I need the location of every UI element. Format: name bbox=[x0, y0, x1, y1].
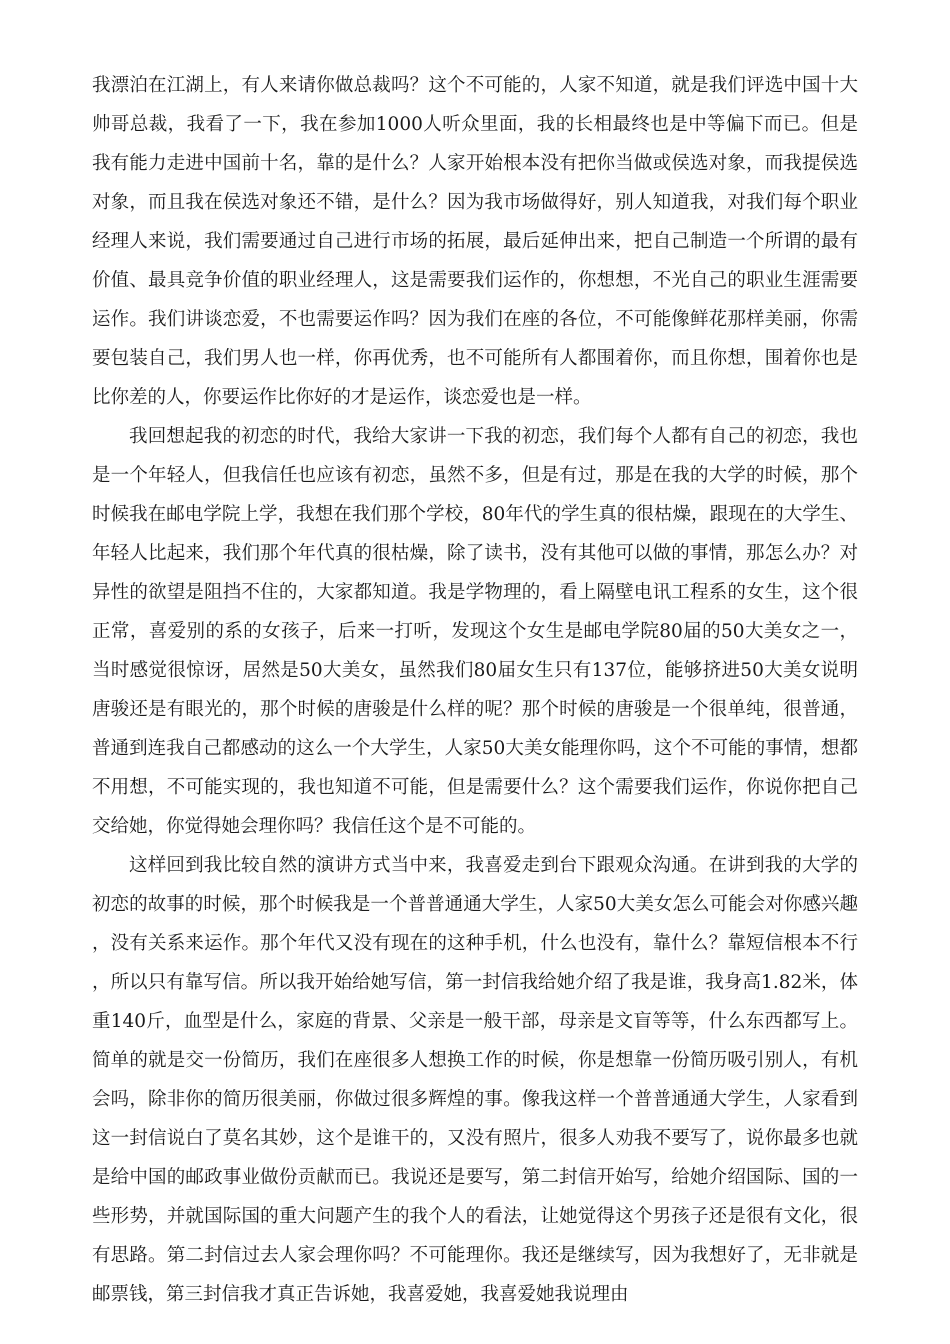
document-page bbox=[92, 66, 858, 1314]
paragraph-3: 这样回到我比较自然的演讲方式当中来，我喜爱走到台下跟观众沟通。在讲到我的大学的初恋的故事的时候，那个时候我是一个普普通通大学生，人家50大美女怎么可能会对你感兴趣，没有关系来运作。那个年代又没有现在的这种手机，什么也没有，靠什么？靠短信根本不行，所以只有靠写信。所以我开始给她写信，第一封信我给她介绍了我是谁，我身高1.82米，体重140斤，血型是什么，家庭的背景、父亲是一般干部，母亲是文盲等等，什么东西都写上。简单的就是交一份简历，我们在座很多人想换工作的时候，你是想靠一份简历吸引别人，有机会吗，除非你的简历很美丽，你做过很多辉煌的事。像我这样一个普普通通大学生，人家看到这一封信说白了莫名其妙，这个是谁干的，又没有照片，很多人劝我不要写了，说你最多也就是给中国的邮政事业做份贡献而已。我说还是要写，第二封信开始写，给她介绍国际、国的一些形势，并就国际国的重大问题产生的我个人的看法，让她觉得这个男孩子还是很有文化，很有思路。第二封信过去人家会理你吗？不可能理你。我还是继续写，因为我想好了，无非就是邮票钱，第三封信我才真正告诉她，我喜爱她，我喜爱她我说理由 bbox=[92, 855, 858, 1305]
paragraph-1: 我漂泊在江湖上，有人来请你做总裁吗？这个不可能的，人家不知道，就是我们评选中国十大帅哥总裁，我看了一下，我在参加1000人听众里面，我的长相最终也是中等偏下而已。但是我有能力走进中国前十名，靠的是什么？人家开始根本没有把你当做或侯选对象，而我提侯选对象，而且我在侯选对象还不错，是什么？因为我市场做得好，别人知道我，对我们每个职业经理人来说，我们需要通过自己进行市场的拓展，最后延伸出来，把自己制造一个所谓的最有价值、最具竞争价值的职业经理人，这是需要我们运作的，你想想，不光自己的职业生涯需要运作。我们讲谈恋爱，不也需要运作吗？因为我们在座的各位，不可能像鲜花那样美丽，你需要包装自己，我们男人也一样，你再优秀，也不可能所有人都围着你，而且你想，围着你也是比你差的人，你要运作比你好的才是运作，谈恋爱也是一样。 bbox=[92, 75, 858, 408]
paragraph-2: 我回想起我的初恋的时代，我给大家讲一下我的初恋，我们每个人都有自己的初恋，我也是一个年轻人，但我信任也应该有初恋，虽然不多，但是有过，那是在我的大学的时候，那个时候我在邮电学院上学，我想在我们那个学校，80年代的学生真的很枯燥，跟现在的大学生、年轻人比起来，我们那个年代真的很枯燥，除了读书，没有其他可以做的事情，那怎么办？对异性的欲望是阻挡不住的，大家都知道。我是学物理的，看上隔壁电讯工程系的女生，这个很正常，喜爱别的系的女孩子，后来一打听，发现这个女生是邮电学院80届的50大美女之一，当时感觉很惊讶，居然是50大美女，虽然我们80届女生只有137位，能够挤进50大美女说明唐骏还是有眼光的，那个时候的唐骏是什么样的呢？那个时候的唐骏是一个很单纯，很普通，普通到连我自己都感动的这么一个大学生，人家50大美女能理你吗，这个不可能的事情，想都不用想，不可能实现的，我也知道不可能，但是需要什么？这个需要我们运作，你说你把自己交给她，你觉得她会理你吗？我信任这个是不可能的。 bbox=[92, 426, 858, 837]
